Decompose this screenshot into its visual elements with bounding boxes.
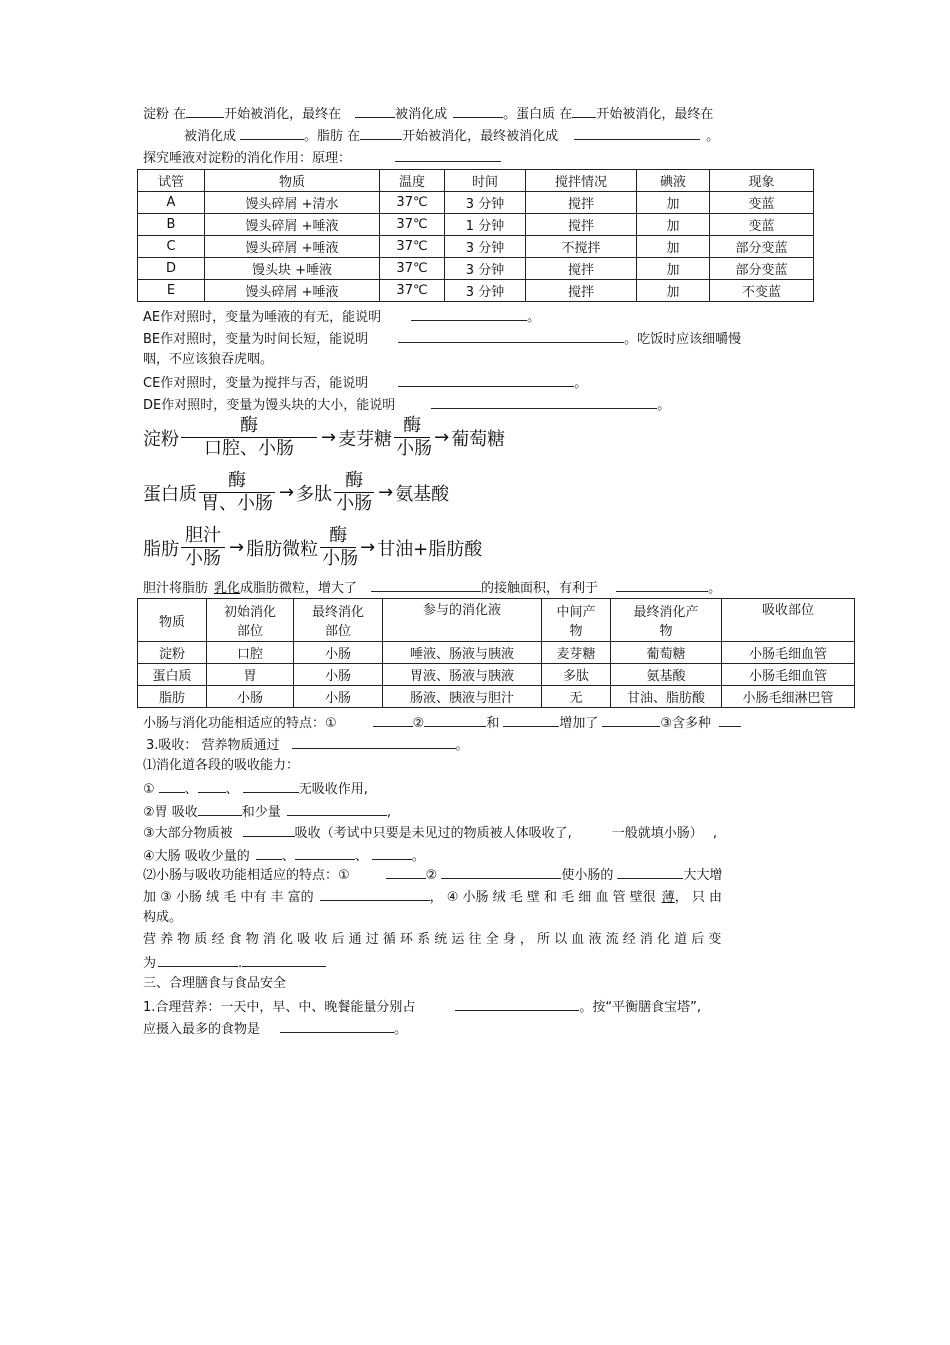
table-cell: 馒头碎屑 +唾液: [205, 280, 380, 302]
table-row: [138, 664, 855, 686]
table-cell: 胃: [207, 664, 294, 686]
table-cell: 搅拌: [526, 280, 637, 302]
table-cell: 3 分钟: [445, 236, 526, 258]
table-cell: 小肠: [294, 664, 383, 686]
table-cell: 搅拌: [526, 214, 637, 236]
table-cell: 馒头块 +唾液: [205, 258, 380, 280]
table-row: [138, 192, 814, 214]
header-cell: 物质: [138, 599, 207, 642]
table-cell: 37℃: [380, 214, 445, 236]
table-cell: 加: [637, 258, 710, 280]
table-cell: 蛋白质: [138, 664, 207, 686]
table-cell: 麦芽糖: [542, 642, 611, 664]
table-header-row: [138, 170, 814, 192]
table-cell: 37℃: [380, 258, 445, 280]
table-row: [138, 686, 855, 708]
table-cell: 3 分钟: [445, 280, 526, 302]
arrow-icon: →: [321, 427, 337, 448]
blood-change-cont: 为 .: [143, 953, 326, 973]
table-cell: 甘油、脂肪酸: [611, 686, 722, 708]
table-cell: 1 分钟: [445, 214, 526, 236]
table-cell: 部分变蓝: [710, 258, 814, 280]
table-cell: 胃液、肠液与胰液: [383, 664, 542, 686]
table-cell: 小肠: [294, 686, 383, 708]
table-cell: A: [138, 192, 205, 214]
digestion-table: [137, 598, 855, 708]
table-cell: E: [138, 280, 205, 302]
table-cell: 3 分钟: [445, 258, 526, 280]
table-cell: 变蓝: [710, 214, 814, 236]
blood-change: 营 养 物 质 经 食 物 消 化 吸 收 后 通 过 循 环 系 统 运 往 全 身 ， 所 以 血 液 流 经 消 化 道 后 变: [143, 932, 722, 947]
control-ae: AE作对照时，变量为唾液的有无，能说明 。: [143, 307, 540, 327]
table-cell: 搅拌: [526, 192, 637, 214]
table-row: [138, 214, 814, 236]
header-cell: 最终消化产 物: [611, 599, 722, 642]
line-starch-digestion: 淀粉 在 开始被消化，最终在 被消化成 。蛋白质 在 开始被消化，最终在: [143, 104, 713, 124]
table-row: [138, 280, 814, 302]
absorption-title: 3.吸收： 营养物质通过 。: [146, 735, 469, 755]
table-cell: 部分变蓝: [710, 236, 814, 258]
control-be: BE作对照时，变量为时间长短，能说明 。吃饭时应该细嚼慢: [143, 329, 741, 349]
table-cell: 不搅拌: [526, 236, 637, 258]
experiment-table: [137, 169, 814, 302]
absorption-sections: ⑴消化道各段的吸收能力：: [143, 758, 300, 773]
table-cell: 加: [637, 214, 710, 236]
equation-fat: 脂肪 $\frac{\text{胆汁}}{\text{小肠}}$ → 脂肪微粒 $\frac{\text{酶}}{\text{小肠}}$ → 甘油+脂肪酸: [143, 525, 483, 569]
header-cell: 温度: [380, 170, 445, 192]
experiment-principle: 探究唾液对淀粉的消化作用：原理：: [143, 148, 501, 168]
control-be-cont: 咽，不应该狼吞虎咽。: [143, 352, 274, 367]
table-cell: 葡萄糖: [611, 642, 722, 664]
absorption-features-end: 构成。: [143, 910, 183, 925]
table-cell: 不变蓝: [710, 280, 814, 302]
table-cell: 脂肪: [138, 686, 207, 708]
table-cell: 加: [637, 192, 710, 214]
header-cell: 吸收部位: [722, 599, 855, 642]
table-row: [138, 642, 855, 664]
line-protein-fat: 被消化成 。脂肪 在 开始被消化，最终被消化成 。: [184, 126, 719, 146]
table-cell: 37℃: [380, 280, 445, 302]
table-cell: 小肠毛细淋巴管: [722, 686, 855, 708]
control-de: DE作对照时，变量为馒头块的大小，能说明 。: [143, 395, 670, 415]
equation-protein: 蛋白质 $\frac{\text{酶}}{\text{胃、小肠}}$ → 多肽 $\frac{\text{酶}}{\text{小肠}}$ → 氨基酸: [143, 470, 450, 514]
table-cell: 加: [637, 236, 710, 258]
table-cell: 小肠: [294, 642, 383, 664]
absorption-features-cont: 加 ③ 小肠 绒 毛 中有 丰 富的 ， ④ 小肠 绒 毛 壁 和 毛 细 血 管 壁很 薄， 只 由: [143, 887, 722, 907]
table-cell: D: [138, 258, 205, 280]
table-cell: 口腔: [207, 642, 294, 664]
table-cell: 馒头碎屑 +唾液: [205, 236, 380, 258]
section-three-title: 三、合理膳食与食品安全: [143, 976, 287, 991]
table-cell: 变蓝: [710, 192, 814, 214]
table-cell: 馒头碎屑 +唾液: [205, 214, 380, 236]
table-cell: 小肠毛细血管: [722, 642, 855, 664]
table-cell: 37℃: [380, 192, 445, 214]
control-ce: CE作对照时，变量为搅拌与否，能说明 。: [143, 373, 587, 393]
header-cell: 最终消化 部位: [294, 599, 383, 642]
table-cell: 馒头碎屑 +清水: [205, 192, 380, 214]
table-cell: 淀粉: [138, 642, 207, 664]
header-cell: 初始消化 部位: [207, 599, 294, 642]
absorption-features: ⑵小肠与吸收功能相适应的特点：① ② 使小肠的 大大增: [143, 865, 722, 885]
header-cell: 试管: [138, 170, 205, 192]
table-cell: C: [138, 236, 205, 258]
table-row: [138, 258, 814, 280]
table-cell: 小肠: [207, 686, 294, 708]
table-cell: 小肠毛细血管: [722, 664, 855, 686]
header-cell: 时间: [445, 170, 526, 192]
table-header-row: [138, 599, 855, 642]
table-cell: 无: [542, 686, 611, 708]
bile-emulsify: 胆汁将脂肪 乳化成脂肪微粒，增大了 的接触面积，有利于 。: [143, 578, 721, 598]
table-cell: 唾液、肠液与胰液: [383, 642, 542, 664]
header-cell: 参与的消化液: [383, 599, 542, 642]
table-cell: 肠液、胰液与胆汁: [383, 686, 542, 708]
absorption-stomach: ②胃 吸收 和少量 ,: [143, 802, 391, 822]
small-intestine-digestion: 小肠与消化功能相适应的特点：① ② 和 增加了 ③含多种: [143, 713, 741, 733]
table-cell: B: [138, 214, 205, 236]
absorption-main: ③大部分物质被 吸收（考试中只要是未见过的物质被人体吸收了, 一般就填小肠） ,: [143, 823, 717, 843]
table-cell: 搅拌: [526, 258, 637, 280]
table-cell: 37℃: [380, 236, 445, 258]
header-cell: 搅拌情况: [526, 170, 637, 192]
arrow-icon: →: [434, 427, 450, 448]
food-pyramid: 应摄入最多的食物是 。: [143, 1019, 407, 1039]
reasonable-nutrition: 1.合理营养：一天中，早、中、晚餐能量分别占 。按“平衡膳食宝塔”,: [143, 997, 701, 1017]
table-cell: 3 分钟: [445, 192, 526, 214]
table-row: [138, 236, 814, 258]
table-cell: 加: [637, 280, 710, 302]
arrow-icon: →: [378, 482, 394, 503]
header-cell: 现象: [710, 170, 814, 192]
header-cell: 碘液: [637, 170, 710, 192]
table-cell: 氨基酸: [611, 664, 722, 686]
arrow-icon: →: [229, 537, 245, 558]
arrow-icon: →: [360, 537, 376, 558]
arrow-icon: →: [279, 482, 295, 503]
absorption-none: ① 、 、 无吸收作用,: [143, 779, 368, 799]
equation-starch: 淀粉 $\frac{\text{酶}}{\text{口腔、小肠}}$ → 麦芽糖 $\frac{\text{酶}}{\text{小肠}}$ → 葡萄糖: [143, 415, 506, 459]
absorption-large-intestine: ④大肠 吸收少量的 、 、 。: [143, 846, 425, 866]
table-cell: 多肽: [542, 664, 611, 686]
header-cell: 中间产 物: [542, 599, 611, 642]
header-cell: 物质: [205, 170, 380, 192]
